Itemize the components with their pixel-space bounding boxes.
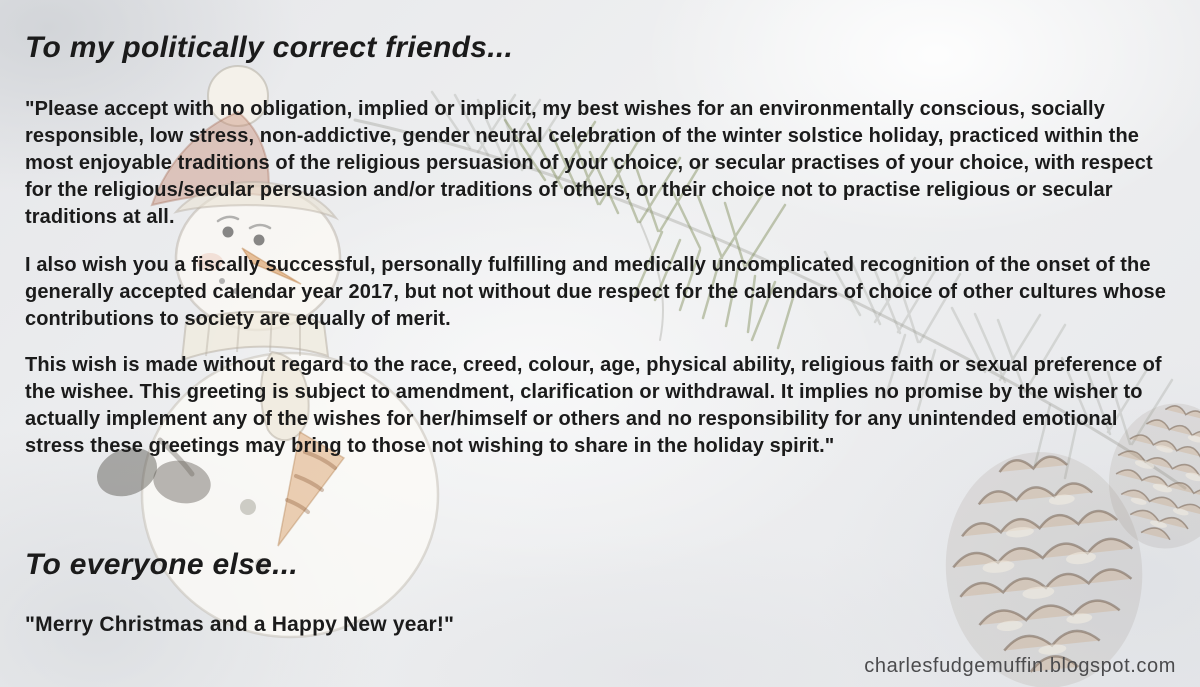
pc-paragraph-1: "Please accept with no obligation, implied or implicit, my best wishes for an environmentally conscious, socially responsible, low stress, non-addictive, gender neutral celebration of the winter solstice holiday, practiced within the most enjoyable traditions of the religious persuasion of your choice, or secular practises of your choice, with respect for the religious/secular persuasion and/or traditions of others, or their choice not to practise religious or secular traditions at all. xyxy=(25,98,1153,228)
pc-friends-heading: To my politically correct friends... xyxy=(25,31,514,64)
merry-christmas-line: "Merry Christmas and a Happy New year!" xyxy=(25,613,455,636)
credit-url: charlesfudgemuffin.blogspot.com xyxy=(864,655,1176,677)
pc-paragraph-2: I also wish you a fiscally successful, personally fulfilling and medically uncomplicated recognition of the onset of the generally accepted calendar year 2017, but not without due respect for the calendars of choice of other cultures whose contributions to society are equally of merit. xyxy=(25,254,1166,330)
pc-paragraph-3: This wish is made without regard to the race, creed, colour, age, physical ability, religious faith or sexual preference of the wishee. This greeting is subject to amendment, clarification or withdrawal. It implies no promise by the wisher to actually implement any of the wishes for her/himself or others and no responsibility for any unintended emotional stress these greetings may bring to those not wishing to share in the holiday spirit." xyxy=(25,354,1162,457)
everyone-else-heading: To everyone else... xyxy=(25,548,299,581)
